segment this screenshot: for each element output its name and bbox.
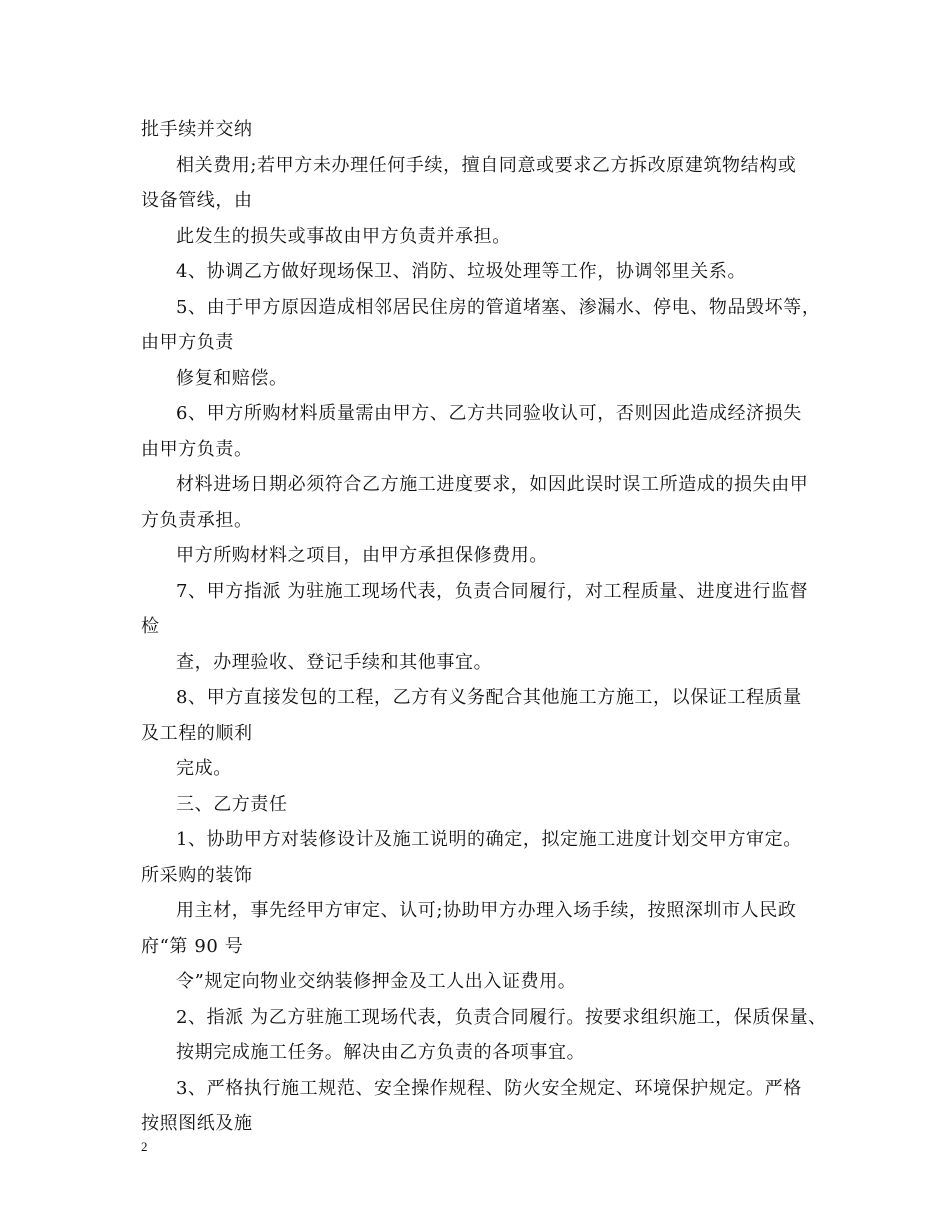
text-line: 甲方所购材料之项目，由甲方承担保修费用。 — [176, 545, 548, 566]
text-line: 方负责承担。 — [141, 510, 253, 531]
text-line: 6、甲方所购材料质量需由甲方、乙方共同验收认可，否则因此造成经济损失 — [176, 403, 802, 424]
text-line: 由甲方负责 — [141, 332, 234, 353]
text-line: 令”规定向物业交纳装修押金及工人出入证费用。 — [176, 971, 577, 992]
text-line: 由甲方负责。 — [141, 439, 253, 460]
text-line: 相关费用;若甲方未办理任何手续，擅自同意或要求乙方拆改原建筑物结构或 — [176, 155, 797, 176]
text-line: 按期完成施工任务。解决由乙方负责的各项事宜。 — [176, 1042, 586, 1063]
text-line: 所采购的装饰 — [141, 865, 253, 886]
page-number: 2 — [141, 1139, 148, 1154]
text-line: 设备管线，由 — [141, 190, 253, 211]
text-line: 4、协调乙方做好现场保卫、消防、垃圾处理等工作，协调邻里关系。 — [176, 261, 747, 282]
text-line: 此发生的损失或事故由甲方负责并承担。 — [176, 226, 511, 247]
text-line: 2、指派 为乙方驻施工现场代表，负责合同履行。按要求组织施工，保质保量、 — [176, 1007, 827, 1028]
section-heading: 三、乙方责任 — [176, 794, 288, 815]
text-line: 材料进场日期必须符合乙方施工进度要求，如因此误时误工所造成的损失由甲 — [176, 474, 809, 495]
text-line: 5、由于甲方原因造成相邻居民住房的管道堵塞、渗漏水、停电、物品毁坏等， — [176, 297, 821, 318]
text-line: 府“第 90 号 — [141, 936, 244, 957]
text-line: 及工程的顺利 — [141, 723, 253, 744]
text-line: 1、协助甲方对装修设计及施工说明的确定，拟定施工进度计划交甲方审定。 — [176, 829, 802, 850]
text-line: 查，办理验收、登记手续和其他事宜。 — [176, 652, 493, 673]
text-line: 按照图纸及施 — [141, 1113, 253, 1134]
text-line: 修复和赔偿。 — [176, 368, 288, 389]
text-line: 7、甲方指派 为驻施工现场代表，负责合同履行，对工程质量、进度进行监督 — [176, 581, 809, 602]
text-line: 3、严格执行施工规范、安全操作规程、防火安全规定、环境保护规定。严格 — [176, 1078, 802, 1099]
text-line: 检 — [141, 616, 160, 637]
text-line: 8、甲方直接发包的工程，乙方有义务配合其他施工方施工，以保证工程质量 — [176, 687, 802, 708]
text-line: 完成。 — [176, 758, 232, 779]
text-line: 用主材，事先经甲方审定、认可;协助甲方办理入场手续，按照深圳市人民政 — [176, 900, 797, 921]
text-line: 批手续并交纳 — [141, 119, 253, 140]
